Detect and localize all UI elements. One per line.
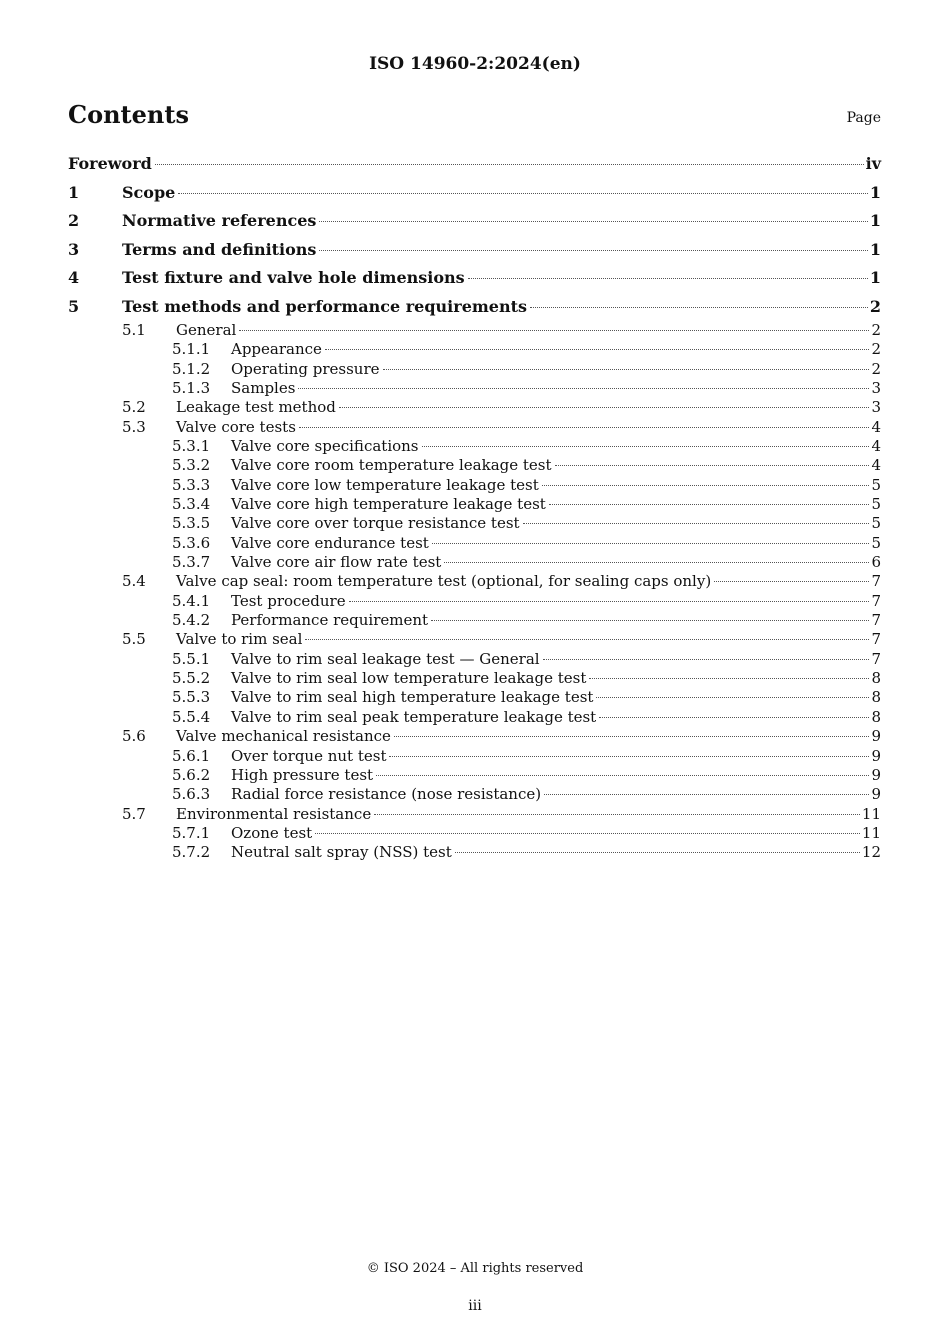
toc-entry-number: 5.1.1: [172, 340, 211, 359]
toc-entry-page: 9: [871, 765, 881, 784]
toc-entry[interactable]: [68, 592, 881, 611]
toc-entry-page: 7: [871, 591, 881, 610]
toc-leader-dots: [383, 369, 870, 370]
toc-entry-title: Valve core room temperature leakage test: [231, 456, 552, 475]
toc-entry-page: 2: [869, 296, 881, 316]
toc-entry-title: Valve core air flow rate test: [231, 553, 442, 572]
toc-entry-page: 5: [871, 533, 881, 552]
toc-entry-page: 11: [861, 804, 881, 823]
toc-entry-number: 5.5.4: [172, 707, 211, 726]
toc-entry-page: 12: [861, 843, 881, 862]
toc-entry-title: Valve core endurance test: [231, 533, 429, 552]
toc-leader-dots: [549, 504, 870, 505]
toc-entry[interactable]: [68, 150, 881, 179]
toc-entry-number: 5.1: [122, 320, 146, 339]
toc-leader-dots: [530, 307, 868, 308]
toc-entry-page: 9: [871, 785, 881, 804]
toc-leader-dots: [468, 278, 868, 279]
toc-leader-dots: [444, 562, 869, 563]
toc-entry-page: 7: [871, 649, 881, 668]
document-id-header: ISO 14960-2:2024(en): [369, 54, 581, 74]
toc-entry-page: 11: [861, 823, 881, 842]
toc-leader-dots: [298, 388, 869, 389]
toc-entry[interactable]: [68, 747, 881, 766]
toc-entry-number: 5.3.2: [172, 456, 211, 475]
toc-leader-dots: [432, 543, 870, 544]
table-of-contents: [68, 150, 881, 863]
toc-entry-page: 9: [871, 727, 881, 746]
toc-entry-title: Valve to rim seal leakage test — General: [231, 649, 540, 668]
toc-entry-number: 5.3.1: [172, 437, 211, 456]
toc-entry-page: iv: [865, 154, 881, 173]
toc-leader-dots: [319, 250, 867, 251]
toc-entry-title: Valve core tests: [176, 417, 296, 436]
toc-entry[interactable]: [68, 398, 881, 417]
toc-entry-number: 5.2: [122, 398, 146, 417]
toc-entry[interactable]: [68, 418, 881, 437]
toc-entry-title: High pressure test: [231, 765, 374, 784]
toc-entry[interactable]: [68, 514, 881, 533]
toc-entry-title: Valve cap seal: room temperature test (optional, for sealing caps only): [176, 572, 712, 591]
toc-entry[interactable]: [68, 688, 881, 707]
toc-entry-number: 5.3.7: [172, 553, 211, 572]
toc-leader-dots: [596, 697, 869, 698]
toc-entry[interactable]: [68, 727, 881, 746]
toc-entry-title: Environmental resistance: [176, 804, 372, 823]
toc-entry-title: Terms and definitions: [122, 239, 317, 259]
toc-entry-number: 5.5.1: [172, 649, 211, 668]
copyright-notice: © ISO 2024 – All rights reserved: [366, 1261, 584, 1276]
toc-entry-number: 5.7.1: [172, 823, 211, 842]
toc-entry-number: 5.4.1: [172, 591, 211, 610]
toc-leader-dots: [376, 775, 869, 776]
toc-entry[interactable]: [68, 379, 881, 398]
toc-entry-title: Valve to rim seal peak temperature leakage test: [231, 707, 597, 726]
toc-entry-number: 5.3.6: [172, 533, 211, 552]
toc-entry-page: 5: [871, 475, 881, 494]
toc-entry-number: 5.3.3: [172, 475, 211, 494]
toc-entry[interactable]: [68, 766, 881, 785]
toc-entry-number: 5.6.1: [172, 746, 211, 765]
toc-entry-page: 1: [869, 239, 881, 259]
toc-leader-dots: [555, 465, 870, 466]
toc-leader-dots: [455, 852, 860, 853]
toc-entry[interactable]: [68, 534, 881, 553]
toc-entry[interactable]: [68, 360, 881, 379]
toc-leader-dots: [374, 814, 860, 815]
toc-leader-dots: [389, 756, 869, 757]
toc-leader-dots: [422, 446, 870, 447]
toc-entry[interactable]: [68, 476, 881, 495]
toc-entry-page: 2: [871, 340, 881, 359]
toc-entry[interactable]: [68, 236, 881, 264]
toc-leader-dots: [315, 833, 860, 834]
toc-entry[interactable]: [68, 824, 881, 843]
toc-entry-number: 5.7: [122, 804, 146, 823]
toc-entry[interactable]: [68, 785, 881, 804]
toc-entry-number: 2: [68, 211, 80, 231]
toc-entry-title: Valve core over torque resistance test: [231, 514, 520, 533]
toc-entry-title: Appearance: [231, 340, 322, 359]
toc-entry-page: 4: [871, 456, 881, 475]
toc-leader-dots: [589, 678, 869, 679]
toc-entry-page: 7: [871, 630, 881, 649]
toc-entry-title: Valve to rim seal low temperature leakage test: [231, 669, 587, 688]
toc-entry[interactable]: [68, 553, 881, 572]
toc-entry[interactable]: [68, 340, 881, 359]
toc-entry-page: 9: [871, 746, 881, 765]
toc-entry[interactable]: [68, 630, 881, 649]
toc-entry-title: Scope: [122, 183, 176, 202]
toc-entry-number: 5.6: [122, 727, 146, 746]
toc-entry-page: 6: [871, 553, 881, 572]
toc-leader-dots: [325, 349, 870, 350]
toc-entry[interactable]: [68, 805, 881, 824]
toc-entry-title: Test procedure: [231, 591, 346, 610]
toc-entry-page: 4: [871, 417, 881, 436]
toc-entry[interactable]: [68, 611, 881, 630]
toc-entry-number: 5.1.2: [172, 359, 211, 378]
toc-entry[interactable]: [68, 179, 881, 207]
toc-entry-title: Valve mechanical resistance: [176, 727, 391, 746]
toc-entry-number: 5.5.3: [172, 688, 211, 707]
toc-entry[interactable]: [68, 708, 881, 727]
toc-entry-title: Samples: [231, 378, 296, 397]
toc-entry-number: 5: [68, 296, 80, 316]
toc-entry-page: 1: [869, 211, 881, 231]
toc-entry-number: 3: [68, 239, 80, 259]
toc-entry-number: 5.1.3: [172, 378, 211, 397]
toc-leader-dots: [155, 164, 864, 165]
toc-entry-page: 5: [871, 495, 881, 514]
toc-entry-page: 8: [871, 688, 881, 707]
toc-entry-title: Over torque nut test: [231, 746, 387, 765]
toc-entry-number: 5.4: [122, 572, 146, 591]
toc-leader-dots: [239, 330, 869, 331]
toc-leader-dots: [339, 407, 870, 408]
toc-leader-dots: [319, 221, 867, 222]
toc-leader-dots: [714, 581, 869, 582]
toc-entry-number: 5.6.2: [172, 765, 211, 784]
toc-leader-dots: [543, 659, 870, 660]
toc-entry-title: Radial force resistance (nose resistance): [231, 785, 542, 804]
toc-entry[interactable]: [68, 437, 881, 456]
toc-entry-title: Valve core low temperature leakage test: [231, 475, 539, 494]
toc-entry-title: Test methods and performance requirements: [122, 296, 528, 316]
toc-entry-number: 5.3.5: [172, 514, 211, 533]
toc-leader-dots: [544, 794, 869, 795]
toc-entry-title: Leakage test method: [176, 398, 336, 417]
toc-entry[interactable]: [68, 456, 881, 475]
toc-leader-dots: [305, 639, 869, 640]
toc-entry-page: 4: [871, 437, 881, 456]
toc-entry-number: 5.5: [122, 630, 146, 649]
toc-entry-page: 7: [871, 572, 881, 591]
toc-entry-page: 2: [871, 359, 881, 378]
toc-leader-dots: [394, 736, 870, 737]
toc-entry[interactable]: [68, 321, 881, 340]
toc-entry-title: Normative references: [122, 211, 317, 231]
toc-entry[interactable]: [68, 650, 881, 669]
toc-entry-page: 1: [869, 183, 881, 202]
toc-entry-page: 1: [869, 268, 881, 288]
page-number: iii: [468, 1298, 482, 1314]
toc-leader-dots: [542, 485, 870, 486]
toc-entry-title: Valve to rim seal high temperature leakage test: [231, 688, 594, 707]
toc-entry-title: Valve core specifications: [231, 437, 419, 456]
contents-title: Contents: [68, 100, 189, 129]
page-column-label: Page: [846, 110, 881, 126]
toc-entry-number: 5.4.2: [172, 611, 211, 630]
toc-leader-dots: [431, 620, 869, 621]
toc-leader-dots: [299, 427, 870, 428]
toc-entry-number: 5.7.2: [172, 843, 211, 862]
toc-entry-title: Test fixture and valve hole dimensions: [122, 268, 465, 288]
toc-entry-number: 5.3.4: [172, 495, 211, 514]
toc-leader-dots: [178, 193, 868, 194]
toc-entry-title: Valve to rim seal: [176, 630, 303, 649]
toc-entry-number: 4: [68, 268, 80, 288]
toc-leader-dots: [523, 523, 870, 524]
toc-entry-title: Foreword: [68, 154, 152, 173]
toc-entry-title: Neutral salt spray (NSS) test: [231, 843, 452, 862]
toc-entry-title: Ozone test: [231, 823, 313, 842]
toc-entry-title: Operating pressure: [231, 359, 380, 378]
toc-entry-page: 5: [871, 514, 881, 533]
toc-leader-dots: [349, 601, 870, 602]
toc-entry-title: Valve core high temperature leakage test: [231, 495, 546, 514]
toc-entry[interactable]: [68, 495, 881, 514]
toc-entry-page: 3: [871, 398, 881, 417]
toc-entry[interactable]: [68, 264, 881, 292]
toc-entry[interactable]: [68, 572, 881, 591]
toc-entry[interactable]: [68, 669, 881, 688]
toc-entry-page: 3: [871, 378, 881, 397]
toc-entry[interactable]: [68, 843, 881, 862]
toc-leader-dots: [599, 717, 869, 718]
toc-entry-title: General: [176, 320, 237, 339]
toc-entry-number: 5.3: [122, 417, 146, 436]
toc-entry[interactable]: [68, 207, 881, 235]
toc-entry-number: 5.6.3: [172, 785, 211, 804]
toc-entry-page: 8: [871, 669, 881, 688]
toc-entry-title: Performance requirement: [231, 611, 429, 630]
toc-entry-number: 1: [68, 183, 80, 202]
toc-entry[interactable]: [68, 293, 881, 321]
toc-entry-number: 5.5.2: [172, 669, 211, 688]
toc-entry-page: 2: [871, 320, 881, 339]
toc-entry-page: 8: [871, 707, 881, 726]
toc-entry-page: 7: [871, 611, 881, 630]
